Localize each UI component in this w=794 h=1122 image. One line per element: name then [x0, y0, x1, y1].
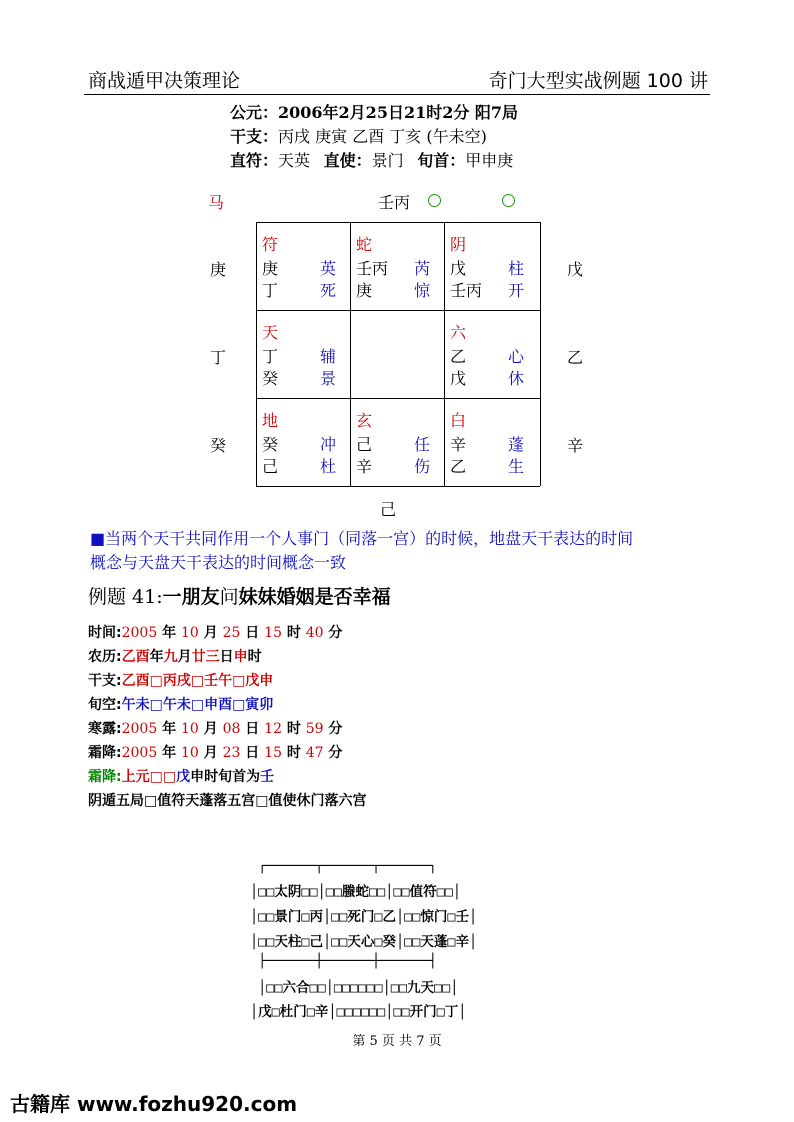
chart-right-2: 乙: [567, 348, 584, 367]
cell-star: 辅: [320, 347, 337, 366]
cell-door: 杜: [320, 457, 337, 476]
cell-star: 柱: [508, 259, 525, 278]
table-line: │戊□杜门□辛│□□□□□□│□□开门□丁│: [250, 1004, 467, 1020]
circle-marker: [502, 194, 515, 207]
chart-bottom: 己: [380, 500, 397, 519]
cell-earth-stem: 庚: [262, 259, 279, 278]
cell-star: 心: [508, 347, 525, 366]
cell-heaven-stem: 戊: [450, 369, 467, 388]
header-rule: [84, 94, 710, 95]
chart-right-3: 辛: [567, 436, 584, 455]
cell-door: 开: [508, 281, 525, 300]
cell-door: 生: [508, 457, 525, 476]
grid-row-line: [256, 398, 540, 399]
grid-row-line: [256, 310, 540, 311]
chart-right-1: 戊: [567, 260, 584, 279]
watermark: 古籍库 www.fozhu920.com: [10, 1092, 298, 1116]
cell-door: 死: [320, 281, 337, 300]
cell-heaven-stem: 乙: [450, 457, 467, 476]
cell-god: 六: [450, 323, 467, 342]
cell-star: 芮: [414, 259, 431, 278]
cell-door: 休: [508, 369, 525, 388]
cell-earth-stem: 丁: [262, 347, 279, 366]
record-shuangjiang: 霜降:2005 年 10 月 23 日 15 时 47 分: [88, 745, 343, 761]
grid-col-line: [256, 222, 257, 486]
cell-door: 惊: [414, 281, 431, 300]
cell-god: 地: [262, 411, 279, 430]
cell-heaven-stem: 癸: [262, 369, 279, 388]
record-shijian: 时间:2005 年 10 月 25 日 15 时 40 分: [88, 625, 343, 641]
example-title: 例题 41:一朋友问妹妹婚姻是否幸福: [88, 586, 391, 608]
cell-god: 蛇: [356, 235, 373, 254]
record-ganzhi: 干支:乙酉□丙戌□壬午□戊申: [88, 673, 274, 689]
cell-earth-stem: 乙: [450, 347, 467, 366]
chart-left-3: 癸: [210, 436, 227, 455]
info-zhifu: 直符：天英 直使：景门 旬首：甲申庚: [230, 151, 514, 170]
cell-heaven-stem: 辛: [356, 457, 373, 476]
info-gongyuan: 公元：2006年2月25日21时2分 阳7局: [230, 103, 519, 122]
header-right: 奇门大型实战例题 100 讲: [488, 70, 708, 92]
cell-earth-stem: 辛: [450, 435, 467, 454]
grid-bottom: [256, 486, 540, 487]
cell-god: 符: [262, 235, 279, 254]
note-line-2: 概念与天盘天干表达的时间概念一致: [90, 553, 347, 572]
cell-star: 任: [414, 435, 431, 454]
cell-god: 天: [262, 323, 279, 342]
cell-god: 白: [450, 411, 467, 430]
cell-earth-stem: 己: [356, 435, 373, 454]
cell-god: 阴: [450, 235, 467, 254]
cell-god: 玄: [356, 411, 373, 430]
grid-col-line: [540, 222, 541, 486]
table-line: ┌──────┬──────┬──────┐: [250, 858, 437, 874]
table-line: │□□景门□丙│□□死门□乙│□□惊门□壬│: [250, 909, 478, 925]
cell-earth-stem: 癸: [262, 435, 279, 454]
note-line-1: ■当两个天干共同作用一个人事门（同落一宫）的时候，地盘天干表达的时间: [90, 529, 634, 548]
cell-heaven-stem: 己: [262, 457, 279, 476]
table-line: │□□六合□□│□□□□□□│□□九天□□│: [250, 980, 459, 996]
record-yindun: 阴遁五局□值符天蓬落五宫□值使休门落六宫: [88, 793, 367, 809]
cell-door: 伤: [414, 457, 431, 476]
table-line: │□□天柱□己│□□天心□癸│□□天蓬□辛│: [250, 934, 478, 950]
header-left: 商战遁甲决策理论: [88, 70, 241, 92]
cell-heaven-stem: 丁: [262, 281, 279, 300]
page-footer: 第 5 页 共 7 页: [352, 1034, 442, 1049]
cell-earth-stem: 戊: [450, 259, 467, 278]
record-xunkong: 旬空:午未□午未□申酉□寅卯: [88, 697, 274, 713]
cell-star: 英: [320, 259, 337, 278]
table-line: ├──────┼──────┼──────┤: [250, 953, 437, 969]
record-hanlu: 寒露:2005 年 10 月 08 日 12 时 59 分: [88, 721, 343, 737]
cell-door: 景: [320, 369, 337, 388]
info-ganzhi: 干支：丙戌 庚寅 乙酉 丁亥 (午未空): [230, 127, 487, 146]
cell-heaven-stem: 壬丙: [450, 281, 483, 300]
table-line: │□□太阴□□│□□螣蛇□□│□□值符□□│: [250, 884, 462, 900]
cell-star: 蓬: [508, 435, 525, 454]
chart-top-left: 马: [208, 193, 225, 212]
chart-left-2: 丁: [210, 348, 227, 367]
record-shuangjiang-2: 霜降:上元□□戊申时旬首为壬: [88, 769, 275, 785]
cell-earth-stem: 壬丙: [356, 259, 389, 278]
chart-top-mid: 壬丙: [378, 193, 411, 212]
cell-heaven-stem: 庚: [356, 281, 373, 300]
grid-col-line: [444, 222, 445, 486]
cell-star: 冲: [320, 435, 337, 454]
circle-marker: [428, 194, 441, 207]
grid-top: [256, 222, 540, 223]
record-nongli: 农历:乙酉年九月廿三日申时: [88, 649, 262, 665]
grid-col-line: [350, 222, 351, 486]
chart-left-1: 庚: [210, 260, 227, 279]
